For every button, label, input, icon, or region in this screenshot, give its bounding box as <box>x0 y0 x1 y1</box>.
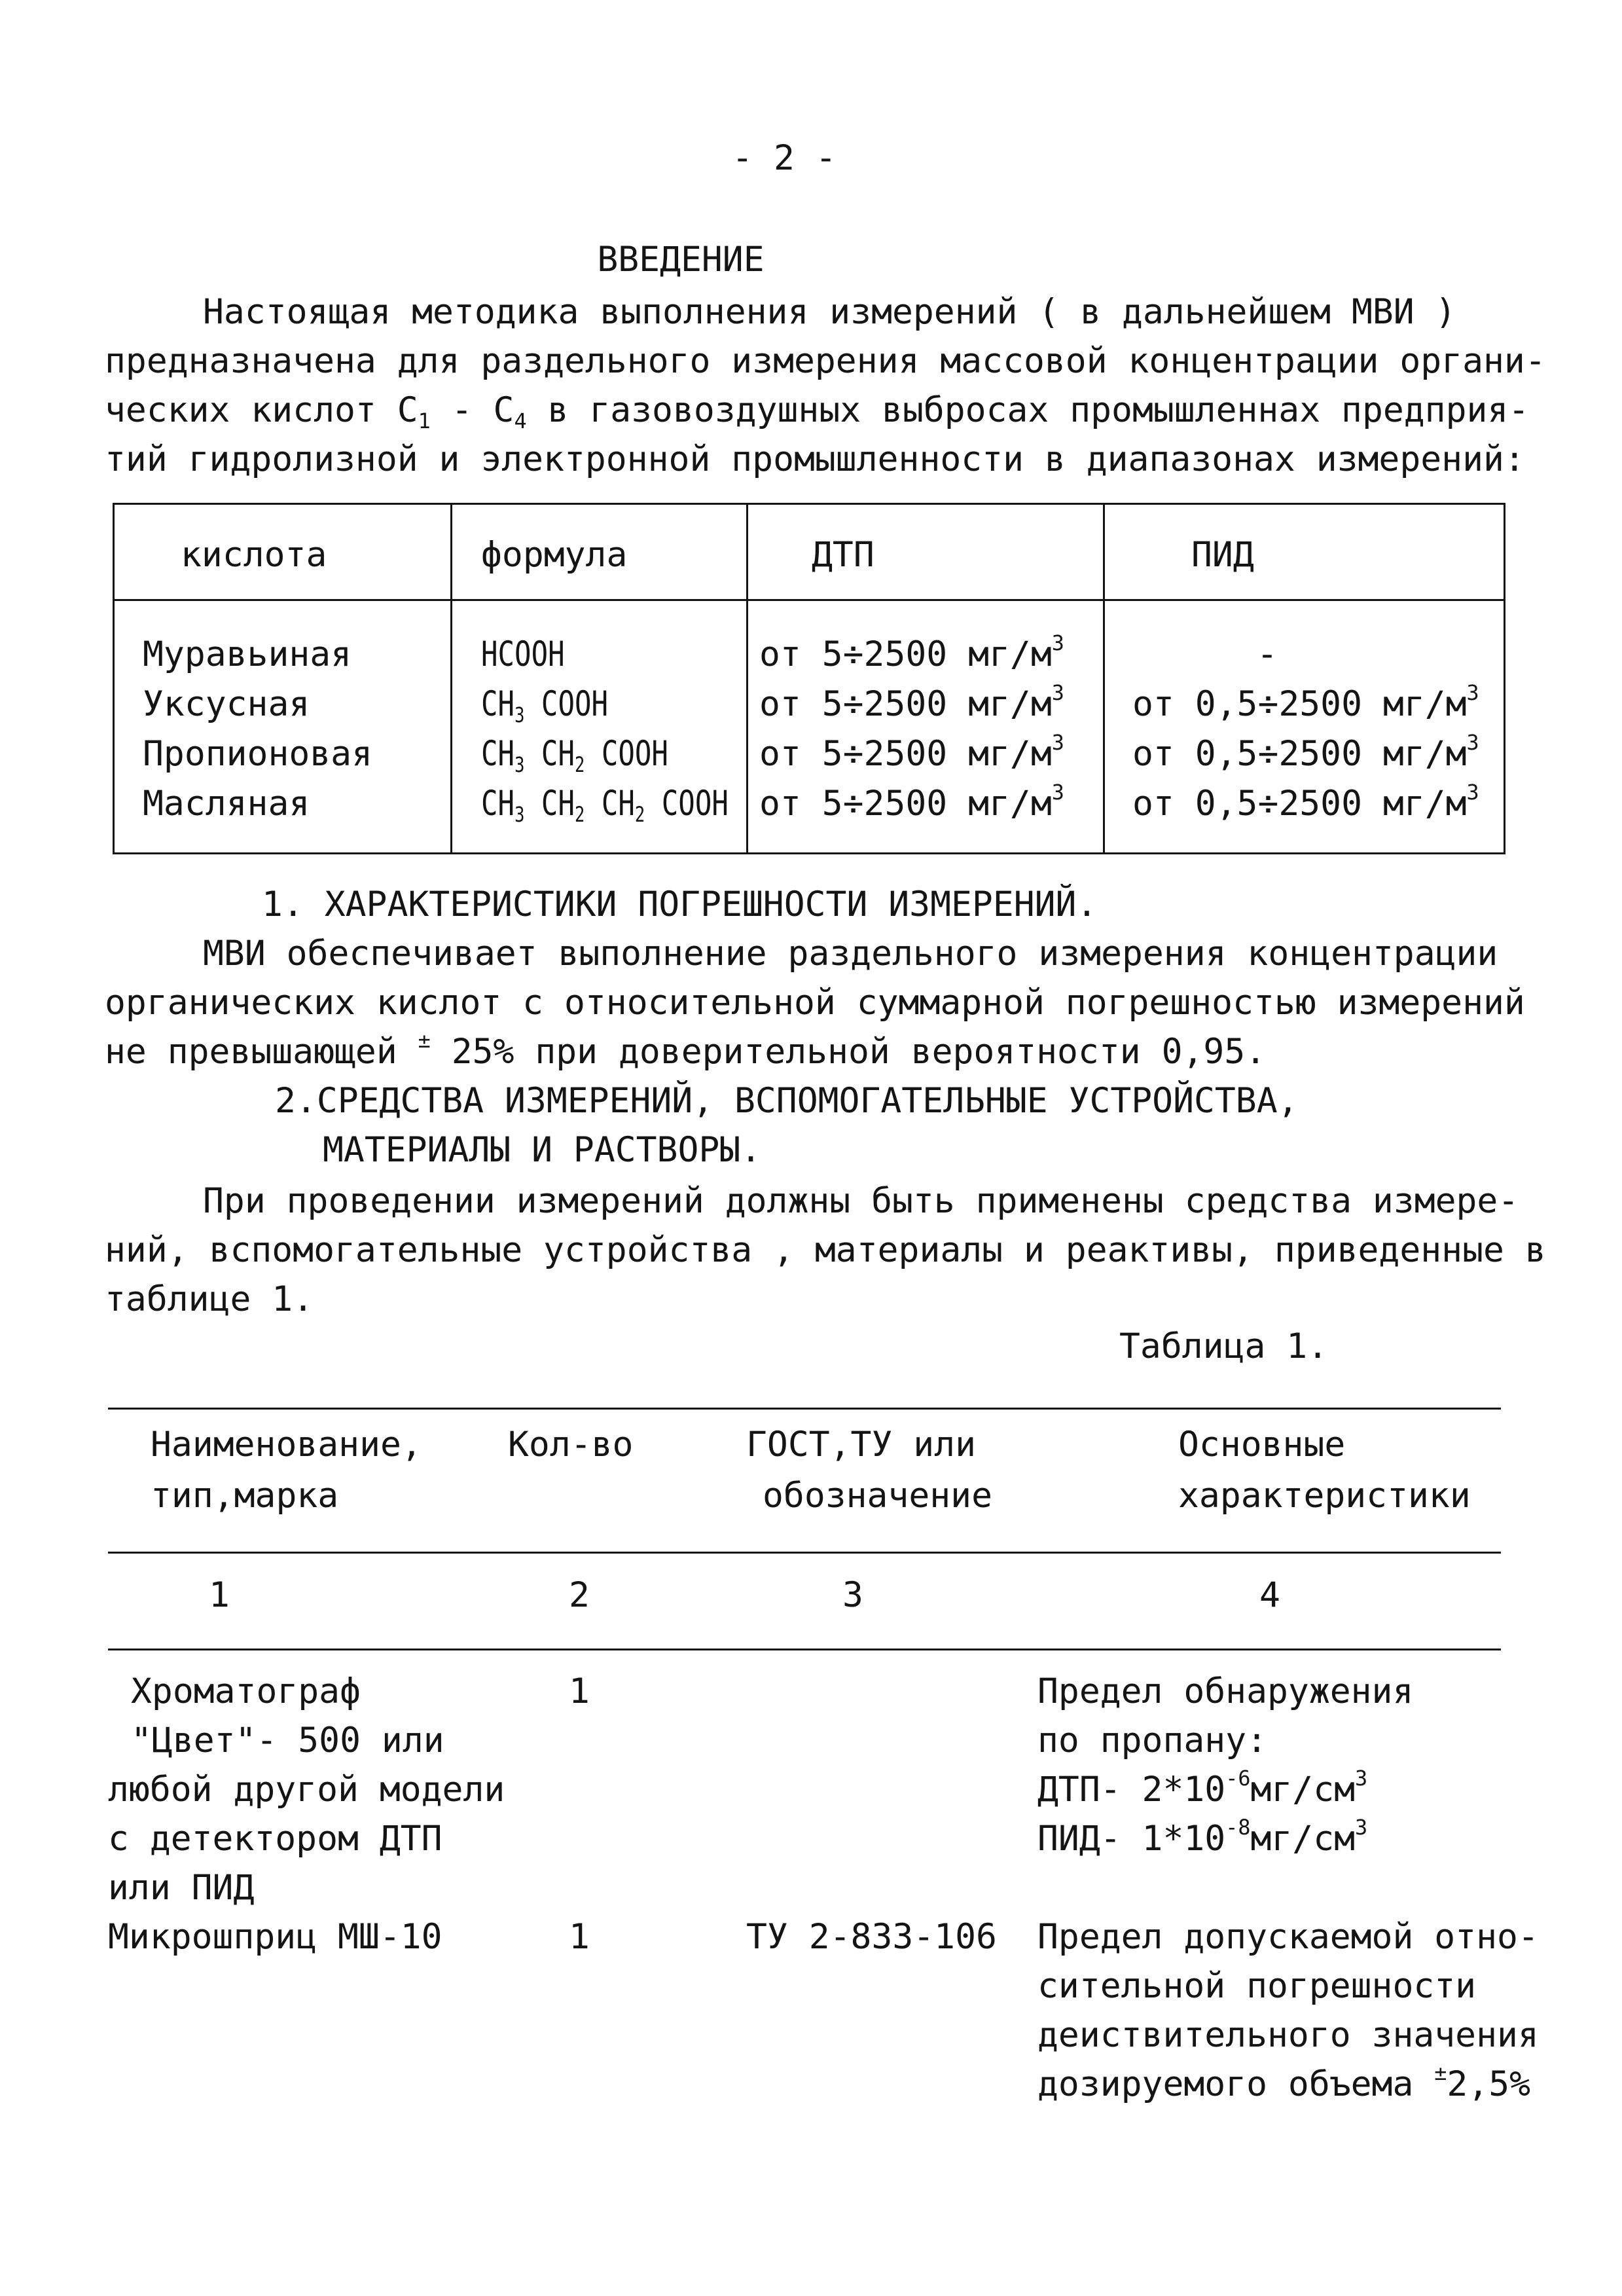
section-2-line-2: ний, вспомогательные устройства , материалы и реактивы, приведенные в <box>105 1230 1546 1270</box>
table-1-row-2-char: сительной погрешности <box>1037 1966 1477 2006</box>
table-1-col-number: 3 <box>842 1575 863 1615</box>
ranges-formula: HCOOH <box>481 634 565 674</box>
table-1-row-1-name: с детектором ДТП <box>108 1819 442 1859</box>
section-2-title-1: 2.СРЕДСТВА ИЗМЕРЕНИЙ, ВСПОМОГАТЕЛЬНЫЕ УСТРОЙСТВА, <box>275 1081 1299 1121</box>
ranges-header-dtp: ДТП <box>812 535 874 575</box>
ranges-table-bottom-rule <box>113 852 1505 854</box>
section-1-title: 1. ХАРАКТЕРИСТИКИ ПОГРЕШНОСТИ ИЗМЕРЕНИЙ. <box>262 884 1098 924</box>
ranges-dtp: от 5÷2500 $мг/м^3$ <box>759 681 1064 724</box>
table-1-row-1-name: Хроматограф <box>131 1671 361 1711</box>
table-1-row-1-name: любой другой модели <box>108 1770 505 1810</box>
ranges-header-pid: ПИД <box>1191 535 1254 575</box>
table-1-header-gost-1: ГОСТ,ТУ или <box>746 1425 976 1465</box>
table-1-header-char-1: Основные <box>1178 1425 1346 1465</box>
section-1-line-2: органических кислот с относительной суммарной погрешностью измерений <box>105 983 1525 1023</box>
intro-line-3: ческих кислот $C_1 - C_4$ в газовоздушных выбросах промышленнах предприя- <box>105 390 1530 433</box>
intro-line-4: тий гидролизной и электронной промышленности в диапазонах измерений: <box>105 439 1525 479</box>
intro-line-2: предназначена для раздельного измерения массовой концентрации органи- <box>105 341 1546 381</box>
section-2-line-3: таблице 1. <box>105 1279 314 1319</box>
ranges-formula: $CH_3$ COOH <box>481 684 609 727</box>
ranges-formula: $CH_3$ $CH_2$ $CH_2$ COOH <box>481 784 729 827</box>
ranges-pid: от 0,5÷2500 $мг/м^3$ <box>1132 731 1479 774</box>
ranges-table-border-right <box>1504 503 1505 854</box>
table-1-row-1-name: или ПИД <box>108 1868 255 1908</box>
ranges-pid: от 0,5÷2500 $мг/м^3$ <box>1132 780 1479 824</box>
table-1-col-number: 4 <box>1259 1575 1280 1615</box>
ranges-header-acid: кислота <box>181 535 327 575</box>
table-1-caption: Таблица 1. <box>1119 1326 1329 1366</box>
ranges-table-border-left <box>113 503 115 854</box>
table-1-header-char-2: характеристики <box>1178 1476 1471 1516</box>
table-1-header-gost-2: обозначение <box>763 1476 992 1516</box>
table-1-col-number: 2 <box>569 1575 590 1615</box>
table-1-header-name-1: Наименование, <box>151 1425 422 1465</box>
ranges-table-divider-3 <box>1103 503 1105 854</box>
ranges-pid: - <box>1257 634 1278 674</box>
ranges-acid: Муравьиная <box>143 634 352 674</box>
table-1-row-2-qty: 1 <box>569 1917 590 1957</box>
page-number: - 2 - <box>732 138 837 178</box>
ranges-pid: от 0,5÷2500 $мг/м^3$ <box>1132 681 1479 724</box>
intro-title: ВВЕДЕНИЕ <box>597 240 765 280</box>
ranges-header-formula: формула <box>481 535 628 575</box>
ranges-table-divider-1 <box>450 503 452 854</box>
table-1-header-qty: Кол-во <box>508 1425 634 1465</box>
ranges-dtp: от 5÷2500 $мг/м^3$ <box>759 631 1064 674</box>
table-1-row-1-char-pid: ПИД- $1*10^{-8}мг/см^3$ <box>1037 1815 1368 1859</box>
table-1-row-1-qty: 1 <box>569 1671 590 1711</box>
table-1-row-2-char: деиствительного значения <box>1037 2015 1539 2055</box>
ranges-table-top-rule <box>113 503 1505 505</box>
table-1-header-name-2: тип,марка <box>151 1476 339 1516</box>
table-1-row-2-char: дозируемого объема ±2,5% <box>1037 2061 1531 2104</box>
ranges-table-header-rule <box>113 599 1505 601</box>
table-1-rule-top <box>108 1408 1501 1410</box>
ranges-table-divider-2 <box>746 503 748 854</box>
table-1-row-2-gost: ТУ 2-833-106 <box>746 1917 997 1957</box>
section-1-line-1: МВИ обеспечивает выполнение раздельного измерения концентрации <box>203 934 1498 974</box>
section-2-title-2: МАТЕРИАЛЫ И РАСТВОРЫ. <box>323 1130 762 1170</box>
ranges-formula: $CH_3$ $CH_2$ COOH <box>481 734 668 777</box>
intro-line-1: Настоящая методика выполнения измерений ( в дальнейшем МВИ ) <box>203 292 1456 332</box>
ranges-acid: Масляная <box>143 784 310 824</box>
table-1-row-1-name: "Цвет"- 500 или <box>131 1721 444 1760</box>
table-1-row-1-char: Предел обнаружения <box>1037 1671 1414 1711</box>
table-1-row-2-char: Предел допускаемой отно- <box>1037 1917 1539 1957</box>
ranges-dtp: от 5÷2500 $мг/м^3$ <box>759 780 1064 824</box>
table-1-rule-numbers <box>108 1649 1501 1650</box>
section-1-line-3: не превышающей ± 25% при доверительной вероятности 0,95. <box>105 1029 1267 1072</box>
ranges-acid: Уксусная <box>143 684 310 724</box>
table-1-row-2-name: Микрошприц МШ-10 <box>108 1917 442 1957</box>
ranges-acid: Пропионовая <box>143 734 372 774</box>
section-2-line-1: При проведении измерений должны быть применены средства измере- <box>203 1181 1519 1221</box>
table-1-rule-header <box>108 1552 1501 1554</box>
table-1-row-1-char: по пропану: <box>1037 1721 1267 1760</box>
table-1-col-number: 1 <box>209 1575 230 1615</box>
table-1-row-1-char-dtp: ДТП- $2*10^{-6}мг/см^3$ <box>1037 1766 1368 1810</box>
ranges-dtp: от 5÷2500 $мг/м^3$ <box>759 731 1064 774</box>
